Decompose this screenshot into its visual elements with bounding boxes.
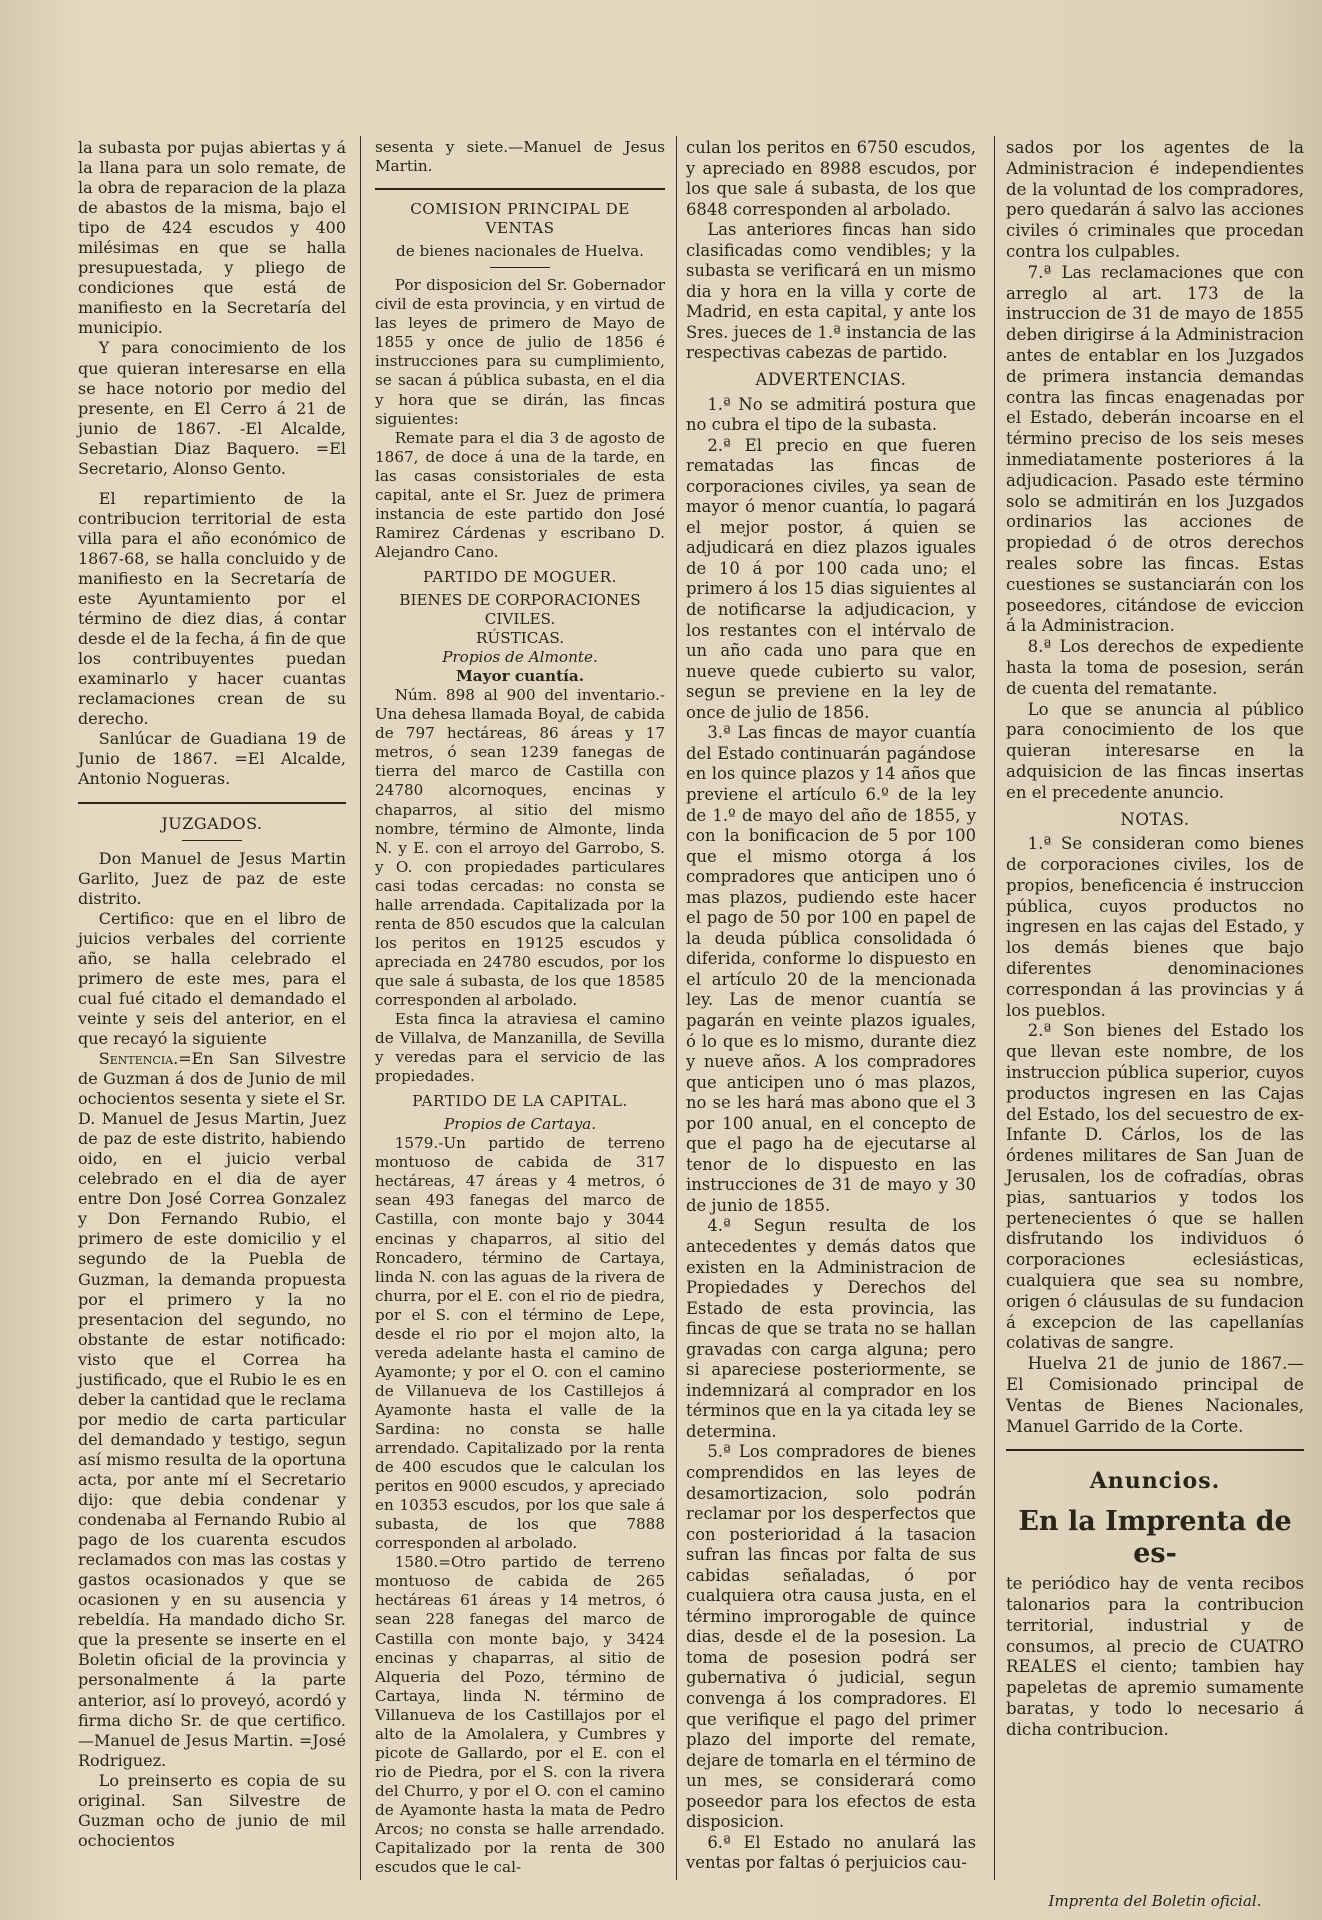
sentencia-text: =En San Silvestre de Guzman á dos de Junio de mil ochocientos sesenta y siete el Sr. D. Manuel de Jesus Martin, Juez de paz de este distrito, habiendo oido, en el juicio verbal celebrado en el dia de ayer entre Don José Correa Gonzalez y Don Fernando Rubio, el primero de este domicilio y el segundo de la Puebla de Guzman, la demanda propuesta por el primero y la no presentacion del segundo, no obstante de estar notificado: visto que el Correa ha justificado, que el Rubio le es en deber la cantidad que le reclama por medio de carta particular del demandado y testigo, segun así mismo resulta de la oportuna acta, por ante mí el Secretario dijo: que debia condenar y condenaba al Fernando Rubio al pago de los cuarenta escudos reclamados con mas las costas y gastos ocasionados y que se ocasionen y en su ausencia y rebeldía. Ha mandado dicho Sr. que la presente se inserte en el Boletin oficial de la provincia y personalmente á la parte anterior, así lo proveyó, acordó y firma dicho Sr. de que certifico.—Manuel de Jesus Martin. =José Rodriguez.: [78, 1049, 346, 1770]
paragraph: Certifico: que en el libro de juicios verbales del corriente año, se halla celebrado el primero de este mes, para el cual fué citado el demandado el veinte y seis del anterior, en el que recayó la siguiente: [78, 908, 346, 1048]
section-subheading: Propios de Cartaya.: [443, 1115, 597, 1134]
announcements-heading: Anuncios.: [1089, 1468, 1221, 1495]
paragraph: 5.ª Los compradores de bienes comprendidos en las leyes de desamortizacion, solo podrán reclamar por los desperfectos que con posterioridad á la tasacion sufran las fincas por falta de sus cabidas señaladas, ó por cualquiera otra causa justa, en el término improrogable de quince dias, desde el de la posesion. La toma de posesion podrá ser gubernativa ó judicial, segun convenga á los compradores. El que verifique el pago del primer plazo del importe del remate, dejare de tomarla en el término de un mes, se considerará como poseedor para los efectos de esta disposicion.: [686, 1442, 976, 1832]
paragraph: El repartimiento de la contribucion territorial de esta villa para el año económico de 1867-68, se halla concluido y de manifiesto en la Secretaría de este Ayuntamiento por el término de diez dias, á contar desde el de la fecha, á fin de que los contribuyentes puedan examinarlo y hacer cuantas reclamaciones crean de su derecho.: [78, 488, 346, 729]
column-1: [78, 138, 346, 1880]
paragraph: culan los peritos en 6750 escudos, y apreciado en 8988 escudos, por los que sale á subasta, de los que 6848 corresponden al arbolado.: [686, 138, 976, 219]
heading-rule: [182, 840, 242, 841]
section-rule: [78, 802, 346, 804]
paragraph: 2.ª Son bienes del Estado los que llevan este nombre, de los instruccion pública superior, cuyos productos ingresen en las Cajas del Estado, los del secuestro de ex-Infante D. Cárlos, los de las órdenes militares de San Juan de Jerusalen, los de cofradías, obras pias, santuarios y todos los pertenecientes ó que se hallen disfrutando los individuos ó corporaciones eclesiásticas, cualquiera que sea su nombre, origen ó cláusulas de su fundacion á excepcion de las capellanías colativas de sangre.: [1006, 1021, 1304, 1353]
paragraph: Lo que se anuncia al público para conocimiento de los que quieran interesarse en la adquisicion de las fincas insertas en el precedente anuncio.: [1006, 699, 1304, 802]
column-rule: [360, 136, 361, 1880]
section-subheading: Propios de Almonte.: [442, 648, 598, 667]
paragraph: 1580.=Otro partido de terreno montuoso de cabida de 265 hectáreas 61 áreas y 14 metros, ó sean 228 fanegas del marco de Castilla con monte bajo, y 3424 encinas y chaparras, al sitio de Alqueria del Pozo, término de Cartaya, linda N. término de Villanueva de los Castillajos por el alto de la Amolalera, y Cumbres y picote de Gallardo, por el E. con el rio de Piedra, por el S. con la rivera del Churro, y por el O. con el camino de Ayamonte hasta la mata de Pedro Arcos; no consta se halle arrendado. Capitalizado por la renta de 300 escudos que le cal-: [375, 1553, 665, 1877]
section-heading: PARTIDO DE LA CAPITAL.: [412, 1092, 628, 1111]
paragraph: Y para conocimiento de los que quieran interesarse en ella se hace notorio por medio del presente, en El Cerro á 21 de junio de 1867. -El Alcalde, Sebastian Diaz Baquero. =El Secretario, Alonso Gento.: [78, 338, 346, 478]
section-subheading: Mayor cuantía.: [456, 667, 584, 686]
sentencia-label: Sentencia.: [98, 1049, 179, 1069]
paragraph: 4.ª Segun resulta de los antecedentes y demás datos que existen en la Administracion de Propiedades y Derechos del Estado de esta provincia, las fincas de que se trata no se hallan gravadas con carga alguna; pero si apareciese posteriormente, se indemnizará al comprador en los términos que en la ya citada ley se determina.: [686, 1216, 976, 1441]
paragraph: sesenta y siete.—Manuel de Jesus Martin.: [375, 138, 665, 176]
paragraph: Lo preinserto es copia de su original. San Silvestre de Guzman ocho de junio de mil ochocientos: [78, 1770, 346, 1850]
paragraph: Por disposicion del Sr. Gobernador civil de esta provincia, y en virtud de las leyes de primero de Mayo de 1855 y once de julio de 1856 é instrucciones para su cumplimiento, se sacan á pública subasta, en el dia y hora que se dirán, las fincas siguientes:: [375, 276, 665, 428]
paragraph: Núm. 898 al 900 del inventario.- Una dehesa llamada Boyal, de cabida de 797 hectáreas, 86 áreas y 17 metros, ó sean 1239 fanegas de tierra del marco de Castilla con 24780 alcornoques, encinas y chaparros, al sitio del mismo nombre, término de Almonte, linda N. y E. con el arroyo del Garrobo, S. y O. con propiedades particulares casi todas cercadas: no consta se halle arrendada. Capitalizada por la renta de 850 escudos que la calculan los peritos en 19125 escudos y apreciada en 24780 escudos, por los que sale á subasta, de los que 18585 corresponden al arbolado.: [375, 686, 665, 1009]
column-3: [686, 138, 976, 1880]
paragraph: 1.ª Se consideran como bienes de corporaciones civiles, los de propios, beneficencia é instruccion pública, cuyos productos no ingresen en las cajas del Estado, y los demás bienes que bajo diferentes denominaciones correspondan á las provincias y á los pueblos.: [1006, 834, 1304, 1020]
section-heading: NOTAS.: [1120, 809, 1190, 829]
paragraph: Remate para el dia 3 de agosto de 1867, de doce á una de la tarde, en las casas consistoriales de esta capital, ante el Sr. Juez de primera instancia de este partido don José Ramirez Cárdenas y escribano D. Alejandro Cano.: [375, 428, 665, 561]
paragraph: 3.ª Las fincas de mayor cuantía del Estado continuarán pagándose en los quince plazos y 14 años que previene el artículo 6.º de la ley de 1.º de mayo del año de 1855, y con la bonificacion de 5 por 100 que el mismo otorga á los compradores que anticipen uno ó mas plazos, pudiendo este hacer el pago de 50 por 100 en papel de la deuda pública consolidada ó diferida, conforme lo dispuesto en el artículo 20 de la mencionada ley. Las de menor cuantía se pagarán en veinte plazos iguales, ó lo que es lo mismo, durante diez y nueve años. A los compradores que anticipen uno ó mas plazos, no se les hará mas abono que el 3 por 100 anual, en el concepto de que el pago ha de ejecutarse al tenor de lo dispuesto en las instrucciones de 31 de mayo y 30 de junio de 1855.: [686, 723, 976, 1215]
paragraph: Sanlúcar de Guadiana 19 de Junio de 1867. =El Alcalde, Antonio Nogueras.: [78, 729, 346, 789]
paragraph: sados por los agentes de la Administracion é independientes de la voluntad de los compradores, pero quedarán á salvo las acciones civiles ó criminales que procedan contra los culpables.: [1006, 138, 1304, 261]
paragraph: Don Manuel de Jesus Martin Garlito, Juez de paz de este distrito.: [78, 848, 346, 908]
column-rule: [676, 136, 677, 1880]
paragraph: 8.ª Los derechos de expediente hasta la toma de posesion, serán de cuenta del rematante.: [1006, 637, 1304, 698]
heading-rule: [490, 267, 550, 268]
section-heading: ADVERTENCIAS.: [755, 370, 907, 390]
section-heading: JUZGADOS.: [161, 813, 263, 833]
paragraph: te periódico hay de venta recibos talonarios para la contribucion territorial, industrial y de consumos, al precio de CUATRO REALES el ciento; tambien hay papeletas de apremio sumamente baratas, y todo lo necesario á dicha contribucion.: [1006, 1574, 1304, 1739]
announcement-headline: En la Imprenta de es-: [1018, 1506, 1292, 1570]
paragraph: [78, 1049, 346, 1771]
paragraph: 7.ª Las reclamaciones que con arreglo al art. 173 de la instruccion de 31 de mayo de 1855 deben dirigirse á la Administracion antes de entablar en los Juzgados de primera instancia demandas contra las fincas enagenadas por el Estado, deberán incoarse en el término preciso de los seis meses inmediatamente posteriores á la adjudicacion. Pasado este término solo se admitirán en los Juzgados ordinarios las acciones de propiedad ó de otros derechos reales sobre las fincas. Estas cuestiones se sustanciarán con los poseedores, citándose de eviccion á la Administracion.: [1006, 262, 1304, 636]
paragraph: Las anteriores fincas han sido clasificadas como vendibles; y la subasta se verificará en un mismo dia y hora en la villa y corte de Madrid, en esta capital, y ante los Sres. jueces de 1.ª instancia de las respectivas cabezas de partido.: [686, 220, 976, 363]
paragraph: Esta finca la atraviesa el camino de Villalva, de Manzanilla, de Sevilla y veredas para el servicio de las propiedades.: [375, 1010, 665, 1086]
paragraph: 1.ª No se admitirá postura que no cubra el tipo de la subasta.: [686, 394, 976, 435]
paragraph: 1579.-Un partido de terreno montuoso de cabida de 317 hectáreas, 47 áreas y 4 metros, ó sean 493 fanegas del marco de Castilla, con monte bajo y 3044 encinas y chaparros, al sitio del Roncadero, término de Cartaya, linda N. con las aguas de la rivera de churra, por el E. con el rio de piedra, por el S. con el término de Lepe, desde el rio por el mojon alto, la vereda adelante hasta el camino de Ayamonte; y por el O. con el camino de Villanueva de los Castillejos á Ayamonte hasta el valle de la Sardina: no consta se halle arrendado. Capitalizado por la renta de 400 escudos que le calculan los peritos en 9000 escudos, y apreciado en 10353 escudos, por los que sale á subasta, de los que 7888 corresponden al arbolado.: [375, 1134, 665, 1553]
column-4: [1006, 138, 1304, 1880]
section-rule: [1006, 1449, 1304, 1451]
paragraph: Huelva 21 de junio de 1867.— El Comisionado principal de Ventas de Bienes Nacionales, Manuel Garrido de la Corte.: [1006, 1354, 1304, 1436]
column-2: [375, 138, 665, 1880]
section-heading: COMISION PRINCIPAL DE VENTAS: [410, 200, 630, 238]
column-rule: [994, 136, 995, 1880]
paragraph: la subasta por pujas abiertas y á la llana para un solo remate, de la obra de reparacion de la plaza de abastos de la misma, bajo el tipo de 424 escudos y 400 milésimas en que se halla presupuestada, y pliego de condiciones que está de manifiesto en la Secretaría del municipio.: [78, 138, 346, 338]
section-heading: PARTIDO DE MOGUER.: [423, 567, 617, 586]
paragraph: 6.ª El Estado no anulará las ventas por faltas ó perjuicios cau-: [686, 1832, 976, 1873]
section-subheading: RÚSTICAS.: [475, 629, 565, 648]
printer-footer: Imprenta del Boletin oficial.: [1048, 1892, 1262, 1910]
section-subheading: de bienes nacionales de Huelva.: [395, 242, 644, 261]
section-subheading: BIENES DE CORPORACIONES CIVILES.: [399, 590, 641, 629]
section-rule: [375, 188, 665, 190]
paragraph: 2.ª El precio en que fueren rematadas las fincas de corporaciones civiles, ya sean de mayor ó menor cuantía, lo pagará el mejor postor, á quien se adjudicará en diez plazos iguales de 10 á por 100 cada uno; el primero á los 15 dias siguientes al de notificarse la adjudicacion, y los restantes con el intérvalo de un año cada uno para que en nueve quede cubierto su valor, segun se previene en la ley de once de julio de 1856.: [686, 435, 976, 722]
